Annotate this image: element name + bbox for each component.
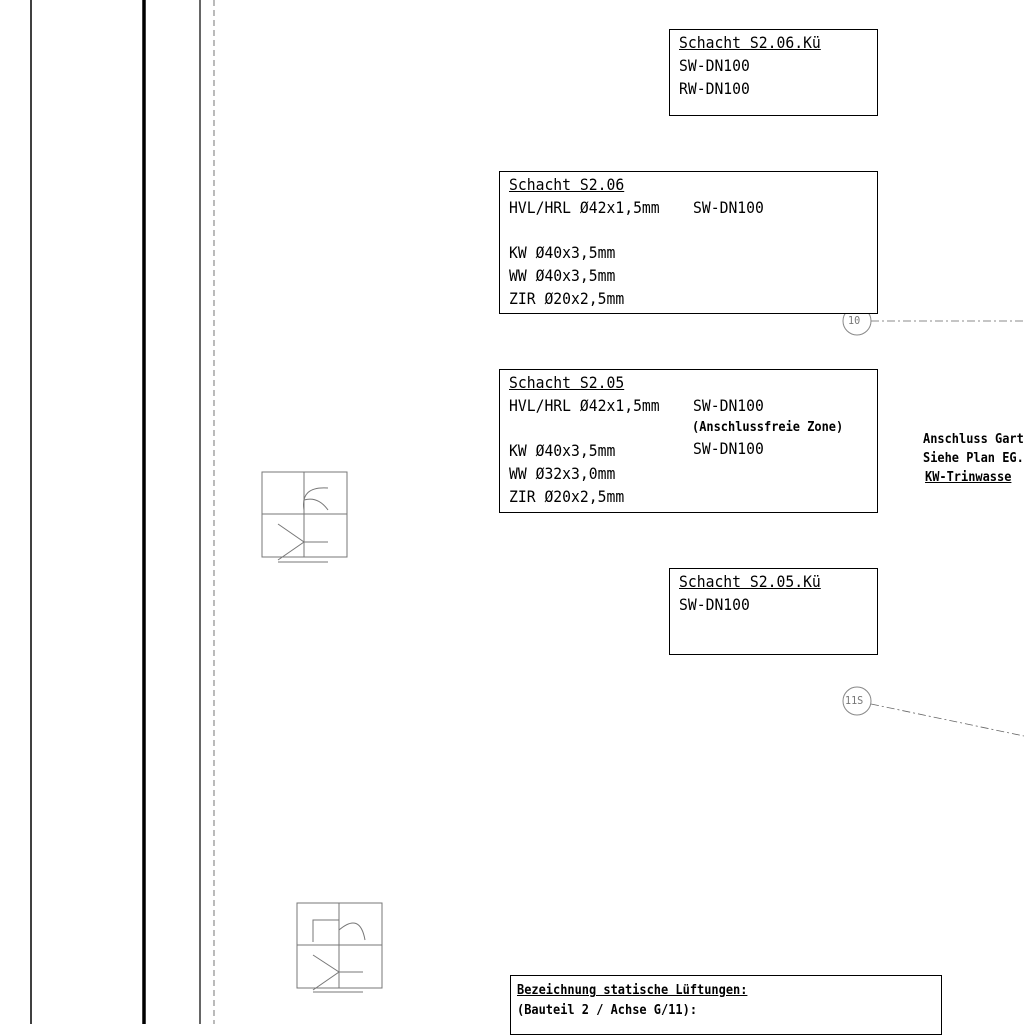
connection-note-line3: KW-Trinwasse bbox=[925, 470, 1012, 485]
shaft-zir-line: ZIR Ø20x2,5mm bbox=[509, 487, 625, 506]
shaft-zone-note: (Anschlussfreie Zone) bbox=[692, 420, 844, 435]
shaft-box-s206ku[interactable] bbox=[669, 29, 878, 116]
shaft-hvl-line: HVL/HRL Ø42x1,5mm bbox=[509, 198, 660, 217]
connection-note-line2: Siehe Plan EG. bbox=[923, 451, 1024, 466]
shaft-line: RW-DN100 bbox=[679, 79, 750, 98]
legend-line: (Bauteil 2 / Achse G/11): bbox=[517, 1003, 698, 1018]
shaft-title: Schacht S2.05 bbox=[509, 373, 625, 392]
room-stamp-m5 bbox=[297, 903, 382, 992]
shaft-box-s206[interactable] bbox=[499, 171, 878, 314]
marker-label-11s: 11S bbox=[845, 694, 864, 707]
shaft-title: Schacht S2.06 bbox=[509, 175, 625, 194]
shaft-line: SW-DN100 bbox=[679, 56, 750, 75]
shaft-sw-line: SW-DN100 bbox=[693, 198, 764, 217]
shaft-box-s205[interactable] bbox=[499, 369, 878, 513]
shaft-line: SW-DN100 bbox=[679, 595, 750, 614]
shaft-title: Schacht S2.05.Kü bbox=[679, 572, 821, 591]
marker-label-10: 10 bbox=[848, 314, 861, 327]
shaft-kw-line: KW Ø40x3,5mm bbox=[509, 243, 616, 262]
ventilation-legend-box bbox=[510, 975, 942, 1035]
connection-note-line1: Anschluss Gart bbox=[923, 432, 1024, 447]
leader-line-11s bbox=[871, 704, 1024, 736]
shaft-sw-line: SW-DN100 bbox=[693, 396, 764, 415]
shaft-box-s205ku[interactable] bbox=[669, 568, 878, 655]
room-stamp-m6 bbox=[262, 472, 347, 562]
shaft-zir-line: ZIR Ø20x2,5mm bbox=[509, 289, 625, 308]
shaft-ww-line: WW Ø32x3,0mm bbox=[509, 464, 616, 483]
shaft-sw-line-2: SW-DN100 bbox=[693, 439, 764, 458]
connection-note bbox=[923, 430, 1024, 490]
shaft-hvl-line: HVL/HRL Ø42x1,5mm bbox=[509, 396, 660, 415]
shaft-title: Schacht S2.06.Kü bbox=[679, 33, 821, 52]
shaft-ww-line: WW Ø40x3,5mm bbox=[509, 266, 616, 285]
legend-title: Bezeichnung statische Lüftungen: bbox=[517, 983, 748, 998]
shaft-kw-line: KW Ø40x3,5mm bbox=[509, 441, 616, 460]
